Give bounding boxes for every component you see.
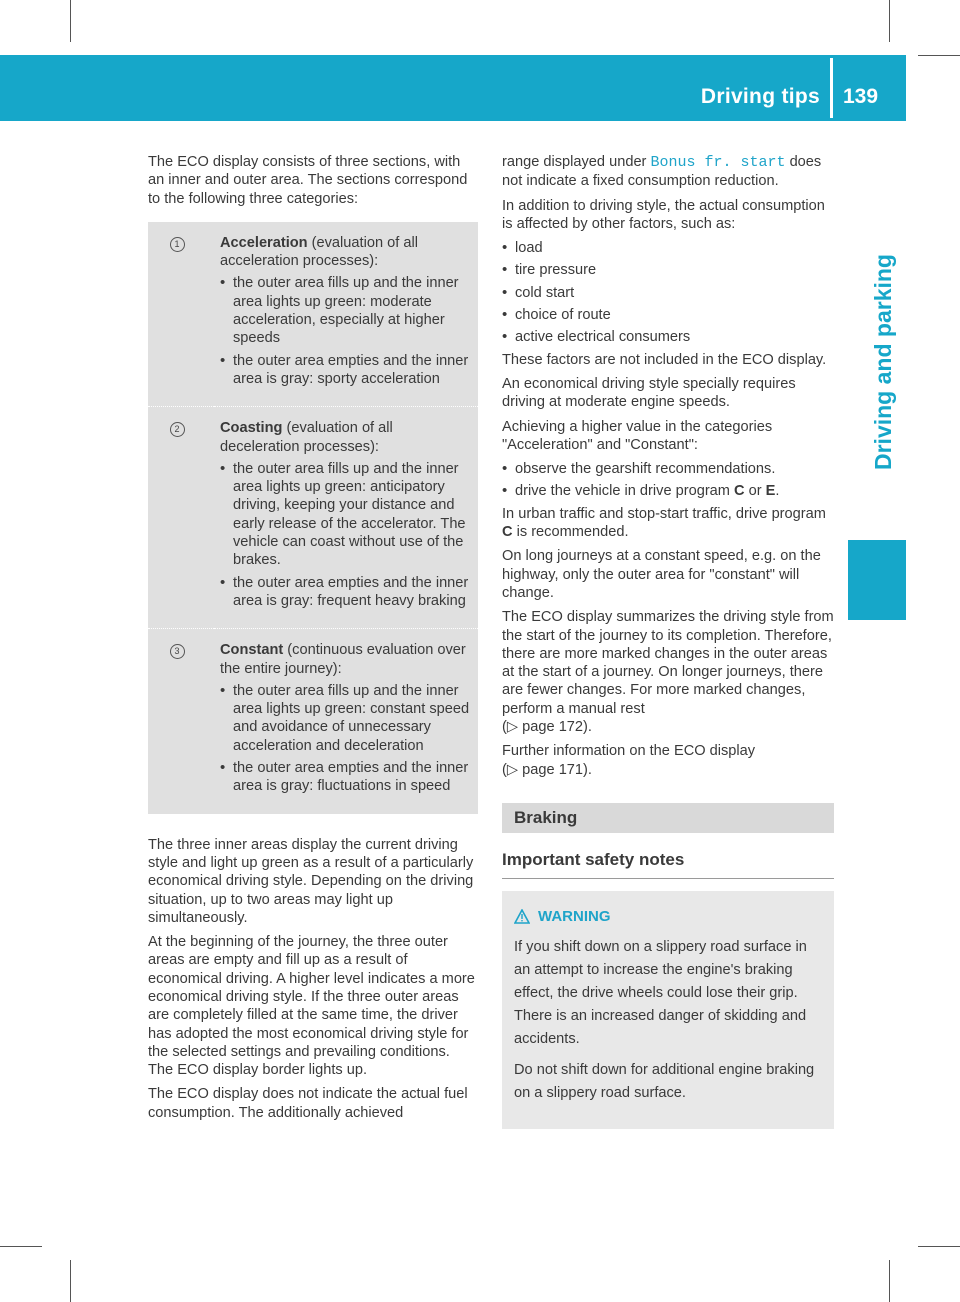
page-number: 139 <box>843 85 879 108</box>
intro-paragraph: The ECO display consists of three sections, with an inner and outer area. The sections correspond to the following three categories: <box>148 154 468 207</box>
category-term: Coasting <box>220 420 283 437</box>
list-item: • the outer area empties and the inner area is gray: sporty acceleration <box>220 352 470 389</box>
list-item: • the outer area fills up and the inner area lights up green: anticipatory driving, keeping your distance and early release of the accelerator. The vehicle can coast without use of the brakes. <box>220 460 470 570</box>
crop-mark <box>918 1246 960 1247</box>
crop-mark <box>0 1246 42 1247</box>
crop-mark <box>70 0 71 42</box>
body-paragraph: Achieving a higher value in the categories "Acceleration" and "Constant": <box>502 418 773 453</box>
list-item: • the outer area empties and the inner area is gray: frequent heavy braking <box>220 574 470 611</box>
page-ref-arrow-icon: ▷ <box>506 761 519 778</box>
list-item: • observe the gearshift recommendations. <box>502 460 834 478</box>
bullet-list <box>220 682 470 796</box>
body-paragraph: In urban traffic and stop-start traffic, drive program C is recommended. <box>502 505 826 541</box>
body-paragraph: The ECO display summarizes the driving style from the start of the journey to its completion. Therefore, there are more marked changes in the outer areas at the start of a journey. On longer journeys, there are fewer changes. For more marked changes, perform a manual rest (▷ page 172). <box>502 609 834 736</box>
list-item: • load <box>502 239 834 257</box>
list-item: • cold start <box>502 284 834 302</box>
left-column <box>148 153 478 1128</box>
side-tab-marker <box>848 540 906 620</box>
category-description: (evaluation of all acceleration processes): <box>220 234 418 270</box>
warning-text: If you shift down on a slippery road surface in an attempt to increase the engine's braking effect, the drive wheels could lose their grip. There is an increased danger of skidding and accidents. <box>514 938 807 1047</box>
page-reference-link[interactable]: page 172). <box>522 719 592 736</box>
circled-number-icon: 1 <box>170 237 185 252</box>
list-item: • the outer area fills up and the inner area lights up green: constant speed and avoidance of unnecessary acceleration and deceleration <box>220 682 470 755</box>
display-message-code: Bonus fr. start <box>650 154 786 171</box>
body-paragraph: The three inner areas display the current driving style and light up green as a result of a particularly economical driving style. Depending on the driving situation, up to two areas may light up simultaneously. <box>148 836 474 926</box>
page-ref-arrow-icon: ▷ <box>506 719 519 736</box>
header-separator <box>830 58 833 118</box>
warning-box <box>502 891 834 1129</box>
body-paragraph: In addition to driving style, the actual consumption is affected by other factors, such as: <box>502 197 825 232</box>
factor-list <box>502 239 834 346</box>
circled-number-icon: 3 <box>170 644 185 659</box>
list-item: • the outer area empties and the inner area is gray: fluctuations in speed <box>220 759 470 796</box>
body-paragraph: The ECO display does not indicate the actual fuel consumption. The additionally achieved <box>148 1086 468 1121</box>
list-item: • active electrical consumers <box>502 328 834 346</box>
category-term: Acceleration <box>220 234 308 251</box>
category-term: Constant <box>220 642 284 659</box>
header-title: Driving tips <box>700 85 820 108</box>
table-row <box>148 407 478 629</box>
warning-text: Do not shift down for additional engine braking on a slippery road surface. <box>514 1061 815 1101</box>
warning-title: WARNING <box>538 907 611 925</box>
list-item: • drive the vehicle in drive program C or E. <box>502 482 834 500</box>
body-paragraph: An economical driving style specially requires driving at moderate engine speeds. <box>502 375 796 411</box>
list-item: • the outer area fills up and the inner area lights up green: moderate acceleration, especially at higher speeds <box>220 274 470 347</box>
bullet-list <box>220 460 470 610</box>
list-item: • choice of route <box>502 306 834 324</box>
eco-categories-table <box>148 222 478 814</box>
body-paragraph: These factors are not included in the ECO display. <box>502 351 827 368</box>
warning-triangle-icon <box>514 909 530 924</box>
body-paragraph: Further information on the ECO display (▷ page 171). <box>502 743 756 778</box>
crop-mark <box>889 1260 890 1302</box>
subsection-heading: Important safety notes <box>502 851 834 878</box>
category-description: (evaluation of all deceleration processes): <box>220 420 393 455</box>
crop-mark <box>918 55 960 56</box>
category-description: (continuous evaluation over the entire journey): <box>220 642 466 677</box>
crop-mark <box>889 0 890 42</box>
body-paragraph: At the beginning of the journey, the three outer areas are empty and fill up as a result of economical driving. A higher level indicates a more economical driving style. If the three outer areas are completely filled at the same time, the driver has adopted the most economical driving style for the selected settings and prevailing conditions. The ECO display border lights up. <box>148 934 475 1079</box>
page-reference-link[interactable]: page 171). <box>522 761 592 778</box>
body-paragraph: On long journeys at a constant speed, e.g. on the highway, only the outer area for "constant" will change. <box>502 548 821 601</box>
side-tab <box>834 120 906 540</box>
table-row <box>148 629 478 814</box>
circled-number-icon: 2 <box>170 422 185 437</box>
list-item: • tire pressure <box>502 261 834 279</box>
section-heading: Braking <box>502 803 834 833</box>
table-row <box>148 222 478 407</box>
side-tab-label: Driving and parking <box>870 254 896 470</box>
tip-list <box>502 460 834 501</box>
body-paragraph: range displayed under Bonus fr. start does not indicate a fixed consumption reduction. <box>502 154 822 190</box>
bullet-list <box>220 274 470 388</box>
crop-mark <box>70 1260 71 1302</box>
right-column <box>502 153 834 1129</box>
